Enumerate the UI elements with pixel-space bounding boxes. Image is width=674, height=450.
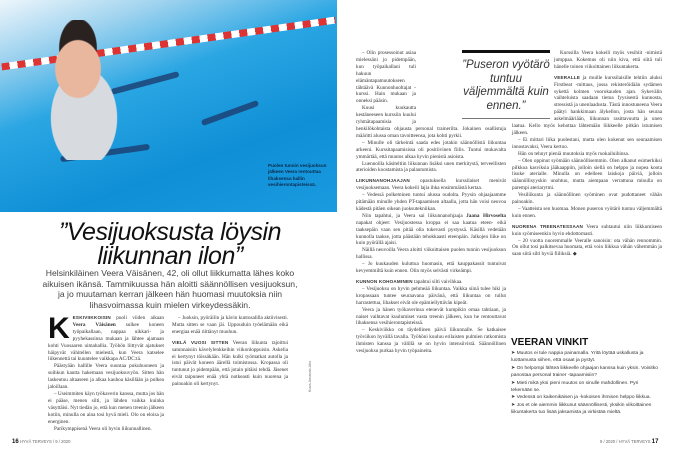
- arrow-bullet-icon: ➤: [511, 350, 516, 356]
- paragraph: Parikymppisenä Veera oli hyvin liikunnallinen.: [54, 425, 152, 432]
- paragraph: – Ei mittari liika puolestani, mutta olen kokenut sen seuraamisen innostavaksi, Veera kertoo.: [512, 136, 662, 150]
- article-deck: Helsinkiläinen Veera Väisänen, 42, oli ollut liikkumatta lähes koko aikuisen ikänsä. Tammikuussa hän aloitti säännöllisen vesijuoksun, ja jo muutaman kerran jälkeen hän huomasi muutoksia niin lihasvoimassa kuin mielen virkeydessäkin.: [42, 268, 298, 310]
- arrow-bullet-icon: ➤: [511, 394, 516, 401]
- tips-box: [511, 337, 661, 417]
- paragraph: Päästyään hallille Veera suuntaa pukuhuoneen ja suihkun kautta hakemaan vesijuoksuvyön. Sitten hän laskeutuu altaaseen ja alkaa kauhoa käsillään ja polkea jaloillaan.: [48, 363, 164, 391]
- tips-title: VEERAN VINKIT: [511, 337, 589, 348]
- paragraph: Kuusi kuukautta kestäneeseen kurssiin kuului ryhmätapaamisia ja henkilökohtaista ohjausta personal trainerilta. Jokainen osallistuja määritti alussa oman tavoitteensa, jota kohti pyrkii.: [356, 105, 506, 139]
- end-mark-icon: ◆: [572, 251, 577, 258]
- swimmer-figure: [30, 20, 150, 160]
- lead-caps: ESKIVIIKKOISIN: [72, 315, 111, 320]
- section-lead: VEERALLE: [554, 74, 581, 80]
- folio-right: [600, 439, 658, 445]
- folio-text: 9 / 2020 / HYVÄ TERVEYS: [600, 439, 651, 444]
- paragraph: Luennoilla käsiteltiin liikunnan lisäksi unen merkitystä, terveellisten aterioiden koostamista ja palautumista.: [356, 160, 506, 174]
- tip-text: Muutos ei tule nappia painamalla. Yritä löytää uskallusta ja luottamusta siihen, että osaat ja pystyt.: [511, 351, 644, 363]
- tip-text: On helpompi lähteä liikkeelle ohjaajan kanssa kuin yksin. Voisitko panostaa personal trainer -tapaamisiin?: [511, 365, 658, 378]
- drop-cap: K: [48, 312, 70, 345]
- paragraph: Hän on tehnyt pieniä muutoksia myös ruokailuihinsa.: [518, 150, 630, 157]
- lead-text: puoli viiden aikaan: [110, 315, 164, 321]
- tip-text: Jos et ole aiemmin liikkunut säännöllisesti, yksikin viikoittainen liikuntakerta tuo lisää jaksamista ja virkistää mieltä.: [511, 403, 652, 416]
- paragraph: – Minulle oli tärkeintä saada edes jotakin säännöllistä liikuntaa arkeeni. Kurssitapaamisissa oli positiivinen fiilis. Tuntui mukavalta ymmärtää, että muutos alkaa hyvin pienistä asioista.: [356, 139, 506, 160]
- paragraph: – Useimmiten käyn työkaverin kanssa, mutta jos hän ei pääse, menen silti, ja lähden vaikka kuinka väsyttäisi. Nyt tiedän jo, että kun menen treenin jälkeen kotiin, minulla on aina tosi hyvä mieli. Olo on eloisa ja energinen.: [48, 390, 164, 425]
- water-reflection: [201, 100, 259, 126]
- photo-caption: Puolen tunnin vesijuoksun jälkeen Veera rentouttaa lihaksensa hallin vesihierontapisteissä.: [268, 163, 327, 188]
- tip-text: Mieti mikä yksi pieni muutos on sinulle mahdollinen. Pyri tekemään se.: [511, 380, 639, 393]
- paragraph: Vesiliikunta ja säännöllinen syöminen ovat pudottaneet vähän painoakin.: [512, 192, 662, 206]
- pull-quote-space: [512, 50, 554, 122]
- section-lead: LIIKUNNANOHJAAJAN: [356, 178, 410, 184]
- paragraph: Veera ja hänen työkaverinsa etenevät kumpikin omaa tahtiaan, ja naiset vaihtavat kuulumiset vasta treenin jälkeen, kun he rentouttavat lihaksensa vesihierontapisteissä.: [356, 306, 506, 327]
- tip-item: [511, 380, 661, 395]
- tip-text: Vedessä on kaikenikäisen ja -kokoisen ihmisen helppo liikkua.: [516, 395, 651, 401]
- tip-item: [511, 394, 661, 402]
- section-lead: KUNNON KOHOAMINEN: [356, 279, 413, 284]
- page-number: 16: [12, 439, 19, 445]
- tip-item: [511, 365, 661, 380]
- folio-left: [12, 439, 70, 445]
- paragraph: Veeran liikunta rajoittui satunnaisiin kävelylenkkeihin viikonloppuisin. Askelia ei kertynyt töissäkään. Hän kulki työmatkat autolla ja istui päivät koneen äärellä toimistossa. Kropassa oli tuntunut jo pidempään, että jotain pitäisi tehdä. Jäsenet eivät taipuneet enää yhtä notkeasti kuin nuorena ja painoakin oli kertynyt.: [172, 339, 289, 388]
- paragraph: Niin tapahtui, ja Veera sai liikunnanohjaaja: [362, 212, 467, 219]
- lead-text: sulkee koneen työpaikallaan, nappaa uikkari- ja pyyhekassinsa mukaan ja lähtee ajamaan kohti Vuosaaren uimahallia. Työhön liittyvät ajatukset häipyvät vähitellen mielestä, kun Veera katselee liikennettä tai kuuntelee vaikkapa AC/DC:tä.: [48, 321, 164, 363]
- section-lead: VIELÄ VUOSI SITTEN: [172, 339, 229, 345]
- paragraph: tapahtui silti vaivihkaa.: [412, 279, 463, 285]
- paragraph: – Keskiviikko on täydellinen päivä liikunnalle. Se katkaisee työviikon hyvällä tavalla. Työhöni kuuluu erilaisten pulmien ratkomista ihmisten kanssa ja välillä se on hyvin intensiivistä. Säännöllinen vesijuoksu purkaa hyvin työpaineita.: [356, 327, 506, 355]
- article-photo: [0, 0, 337, 212]
- paragraph: Kurssilla Veera kokeili myös vesihiit -nimistä jumppaa. Kokemus oli niin kiva, että siitä tuli hänelle toinen viikoittainen liikuntakerta.: [554, 50, 662, 70]
- person-name: Jaana Hirvoselta: [466, 212, 506, 219]
- arrow-bullet-icon: ➤: [511, 364, 516, 371]
- right-column-2: [512, 50, 662, 258]
- paragraph: Veera suhtautui niin liikkumiseen kuin syömiseenkin hyvin ehdottomasti.: [512, 223, 662, 237]
- paragraph: – Juoksin, pyöräilin ja kävin kuntosalilla aktiivisesti. Mutta sitten se vaan jäi. Uppouduin työelämään eikä energiaa enää riittänyt muuhun.: [172, 315, 288, 335]
- title-line: ”Vesijuoksusta löysin: [58, 218, 281, 246]
- title-line: liikunnan ilon”: [97, 242, 243, 270]
- paragraph: napakat ohjeet: Vesijuostessa kroppa ei saa kaatua eteen- eikä taaksepäin vaan sen pitää olla tukevasti pystyssä. Käsillä vedetään kunnolla taakse, jotta päästään tehokkaasti eteenpäin. Jalkojen liike on kuin pyörällä ajaisi.: [356, 219, 506, 247]
- arrow-bullet-icon: ➤: [511, 402, 516, 409]
- article-title: [20, 220, 320, 268]
- paragraph: – 20 vuotta nuoremmalle Veeralle sanoisin: ota vähän rennommin. On ollut tosi palkitsevaa huomata, että voin liikkua vähän vähemmän ja saan siitä silti hyviä fiiliksiä.: [512, 237, 662, 258]
- section-lead: NUORENA TREENATESSAAN: [512, 223, 584, 229]
- person-name: Veera Väisänen: [72, 321, 116, 328]
- paragraph: – Vaatteista sen huomaa. Monen puseron vyötärö tuntuu väljemmältä kuin ennen.: [512, 205, 662, 219]
- paragraph: opastuksella kurssilaiset menivät vesijuoksemaan. Veera kokeili lajia ihka ensimmäistä kertaa.: [356, 178, 506, 192]
- folio-text: HYVÄ TERVEYS / 9 / 2020: [19, 439, 71, 444]
- paragraph: – Olin prosessoinut asiaa mielessäni jo pidempään, kun työpaikallani tuli hakuun elämäntapamuutokseen tähtäävä Kunnonhuoltajat -kurssi. Hain mukaan ja onneksi pääsin.: [356, 50, 416, 105]
- tip-item: [511, 350, 661, 365]
- paragraph: ja muille kurssilaisille tehtiin aluksi Firstbeat -mittaus, jossa rekisteröidään sydämen sykettä kolmen vuorokauden ajan. Sykevälin vaihteluista saadaan tietoa fyysisestä kunnosta, stressistä ja unenlaadusta. Tästä innostuneena Veera päätyi hankkimaan älykellon, josta hän seuraa askelmääriään, liikunnan rasittavuutta ja unen laatua. Kello myös kehottaa lähtemään liikkeelle pitkän istumisen jälkeen.: [512, 74, 662, 136]
- paragraph: – Vedessä polkeminen tuntui alussa oudolta. Pyysin ohjaajaamme pitämään minulle yhden PT-tapaamisen altaalla, jotta hän voisi neuvoa kädestä pitäen oikean juoksutekniikan.: [356, 192, 506, 212]
- paragraph: Näillä neuvoilla Veera aloitti viikoittaisen puolen tunnin vesijuoksun hallissa.: [356, 247, 506, 261]
- paragraph: – Vesijuoksu on hyvin pehmeää liikuntaa. Vaikka siinä tulee hiki ja kropassaan tuntee seuraavana päivänä, että liikuntaa on tullut harrastettua, lihakset eivät ole epämiellyttävän kipeät.: [356, 285, 506, 306]
- arrow-bullet-icon: ➤: [511, 379, 516, 386]
- paragraph: – Olen oppinut syömään säännöllisemmin. Olen alkanut esimerkiksi pilkkoa kasviksia jääkaappiin, jolloin siellä on helppo ja nopea koota lisuke aterialle. Minulla on edelleen laiskoja päiviä, jolloin säännöllisyyskin unohtuu, mutta aiempaan verrattuna minulla on parempi ateriarytmi.: [512, 157, 662, 192]
- page-number: 17: [651, 439, 659, 445]
- photo-credit: Kuva Amanda Aho: [308, 360, 312, 392]
- pull-quote: ”Puseron vyötärö tuntuu väljemmältä kuin ennen.”: [462, 50, 550, 113]
- left-page-columns: [48, 312, 289, 434]
- tip-item: [511, 402, 661, 417]
- paragraph: – Jo kuukauden kuluttua huomasin, että kauppakassit tuntuivat kevyemmiltä kuin ennen. Olin myös selvästi virkeämpi.: [356, 261, 506, 275]
